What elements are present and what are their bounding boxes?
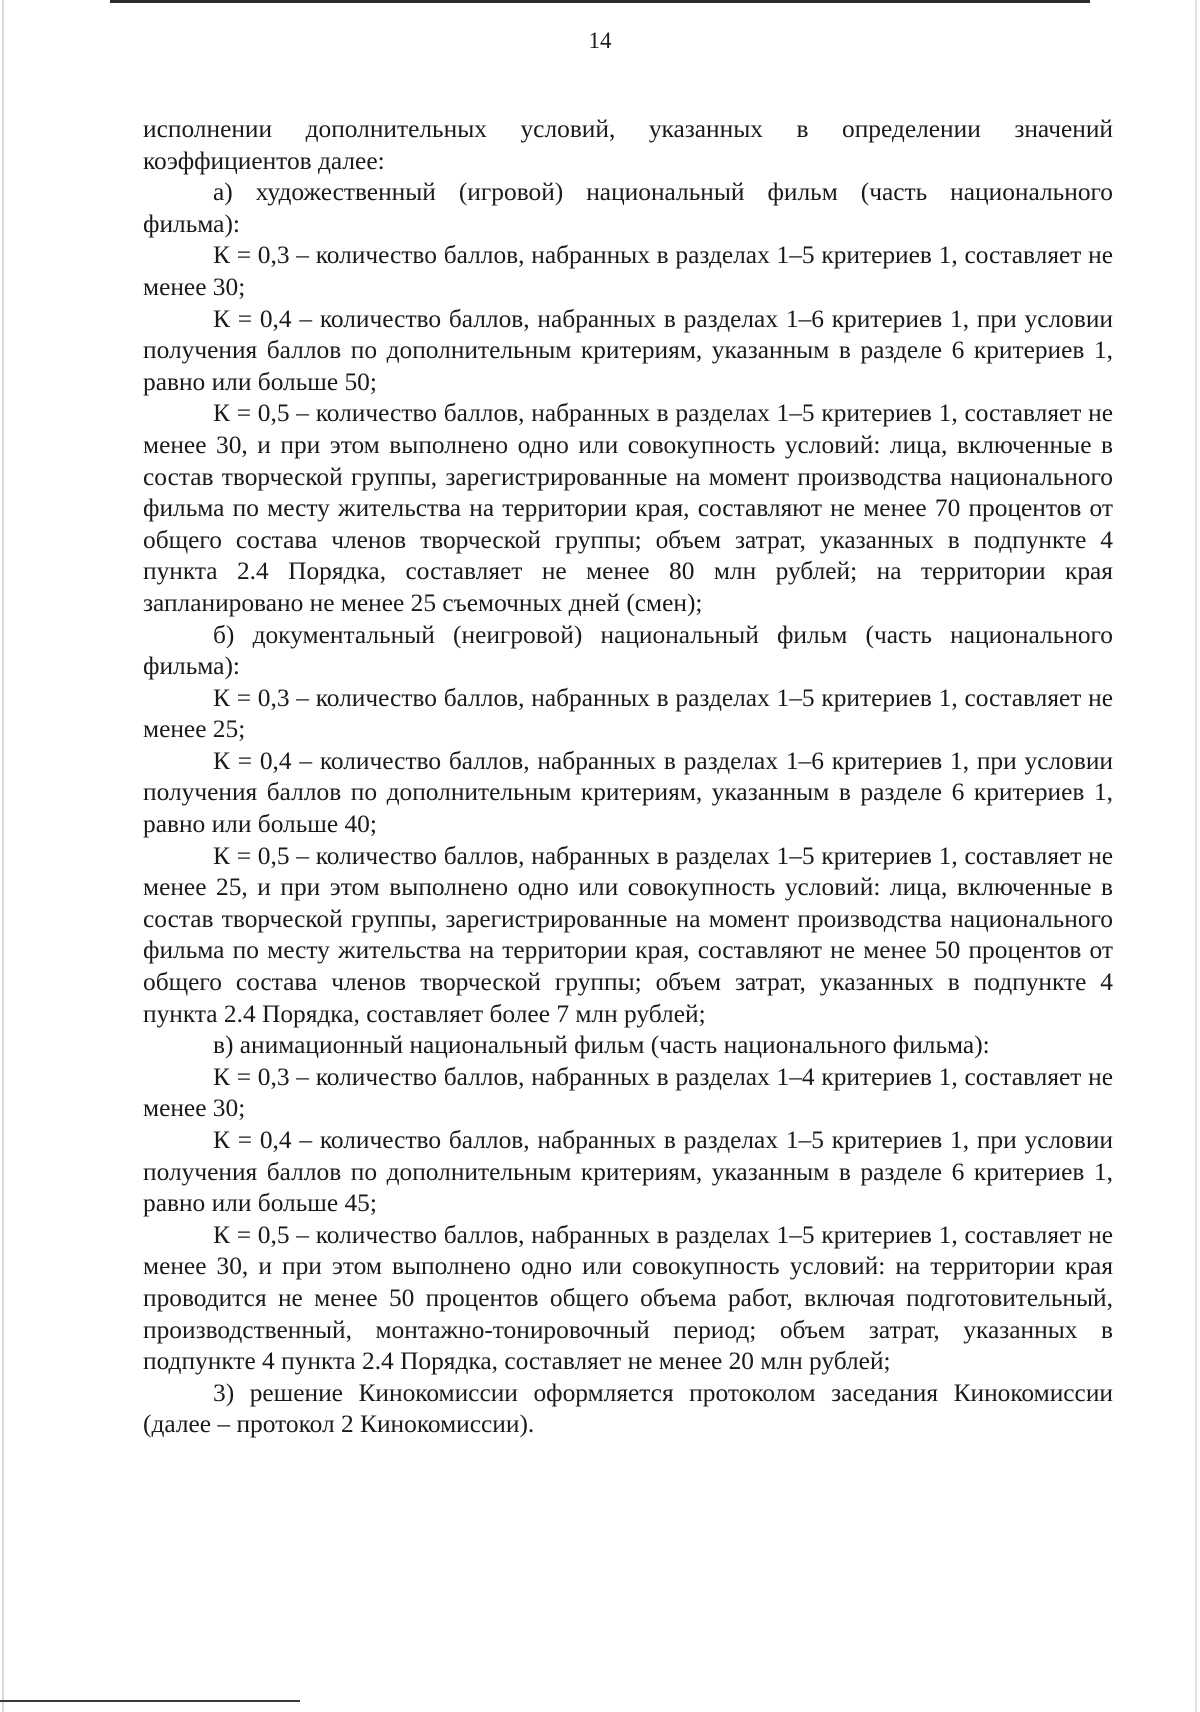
paragraph-a-k04: К = 0,4 – количество баллов, набранных в разделах 1–6 критериев 1, при условии получения баллов по дополнительным критериям, указанным в разделе 6 критериев 1, равно или больше 50;: [143, 304, 1113, 396]
paragraph-a-k03: К = 0,3 – количество баллов, набранных в разделах 1–5 критериев 1, составляет не менее 30;: [143, 241, 1113, 301]
scan-edge-bottom: [0, 1700, 300, 1702]
page-number: 14: [588, 28, 612, 53]
paragraph-v-k04: К = 0,4 – количество баллов, набранных в разделах 1–5 критериев 1, при условии получения баллов по дополнительным критериям, указанным в разделе 6 критериев 1, равно или больше 45;: [143, 1126, 1113, 1218]
paragraph-item-v: в) анимационный национальный фильм (часть национального фильма):: [213, 1031, 990, 1060]
paragraph-v-k03: К = 0,3 – количество баллов, набранных в разделах 1–4 критериев 1, составляет не менее 30;: [143, 1062, 1113, 1123]
document-body: [143, 114, 1113, 1441]
paragraph-a-k05: К = 0,5 – количество баллов, набранных в разделах 1–5 критериев 1, составляет не менее 30, и при этом выполнено одно или совокупность условий: лица, включенные в состав творческой группы, зарегистрированные на момент производства национального фильма по месту жительства на территории края, составляют не менее 70 процентов от общего состава членов творческой группы; объем затрат, указанных в подпункте 4 пункта 2.4 Порядка, составляет не менее 80 млн рублей; на территории края запланировано не менее 25 съемочных дней (смен);: [143, 399, 1113, 617]
paragraph-item-b: б) документальный (неигровой) национальный фильм (часть национального фильма):: [143, 620, 1113, 681]
scan-edge-right: [1195, 0, 1197, 1712]
paragraph-item-a: а) художественный (игровой) национальный фильм (часть национального фильма):: [143, 178, 1113, 238]
paragraph-b-k03: К = 0,3 – количество баллов, набранных в разделах 1–5 критериев 1, составляет не менее 25;: [143, 683, 1113, 744]
scan-edge-top: [110, 0, 1090, 3]
paragraph-item-3: 3) решение Кинокомиссии оформляется протоколом заседания Кинокомиссии (далее – протокол 2 Кинокомиссии).: [143, 1378, 1113, 1439]
paragraph-v-k05: К = 0,5 – количество баллов, набранных в разделах 1–5 критериев 1, составляет не менее 30, и при этом выполнено одно или совокупность условий: на территории края проводится не менее 50 процентов общего объема работ, включая подготовительный, производственный, монтажно-тонировочный период; объем затрат, указанных в подпункте 4 пункта 2.4 Порядка, составляет не менее 20 млн рублей;: [143, 1220, 1113, 1376]
paragraph-continuation: исполнении дополнительных условий, указанных в определении значений коэффициентов далее:: [143, 115, 1113, 175]
scan-edge-left: [2, 0, 4, 1712]
paragraph-b-k04: К = 0,4 – количество баллов, набранных в разделах 1–6 критериев 1, при условии получения баллов по дополнительным критериям, указанным в разделе 6 критериев 1, равно или больше 40;: [143, 746, 1113, 839]
paragraph-b-k05: К = 0,5 – количество баллов, набранных в разделах 1–5 критериев 1, составляет не менее 25, и при этом выполнено одно или совокупность условий: лица, включенные в состав творческой группы, зарегистрированные на момент производства национального фильма по месту жительства на территории края, составляют не менее 50 процентов от общего состава членов творческой группы; объем затрат, указанных в подпункте 4 пункта 2.4 Порядка, составляет более 7 млн рублей;: [143, 841, 1113, 1028]
